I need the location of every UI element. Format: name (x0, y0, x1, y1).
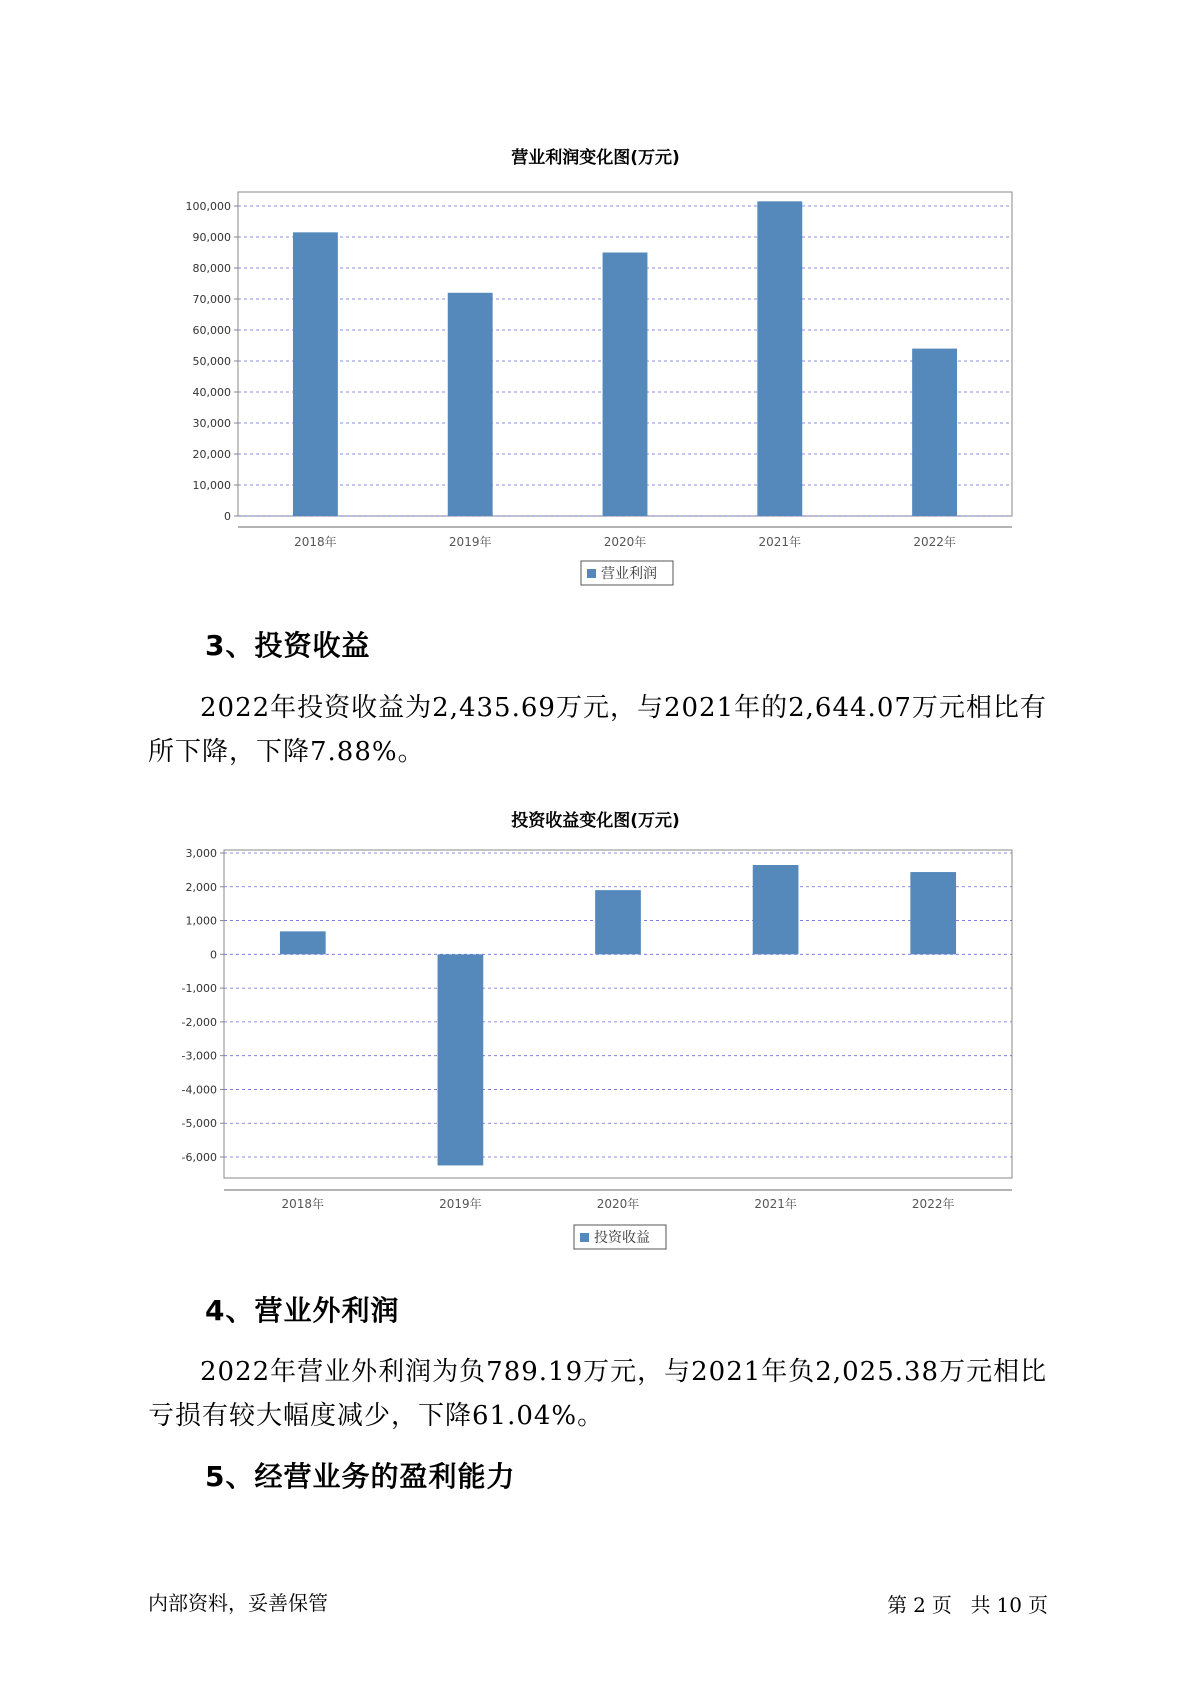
y-tick-label: 30,000 (192, 417, 231, 430)
x-tick-label: 2022年 (911, 1197, 955, 1211)
x-tick-label: 2018年 (294, 535, 337, 549)
y-tick-label: -1,000 (181, 982, 217, 996)
x-tick-label: 2021年 (758, 535, 802, 549)
total-prefix: 共 (970, 1593, 991, 1617)
x-tick-label: 2019年 (448, 535, 492, 549)
y-tick-label: 50,000 (192, 355, 231, 368)
paragraph-investment-income: 2022年投资收益为2,435.69万元，与2021年的2,644.07万元相比有所下降，下降7.88%。 (148, 693, 1047, 767)
y-tick-label: 0 (210, 948, 217, 962)
bar-2018年 (280, 931, 326, 954)
y-tick-label: 90,000 (192, 231, 231, 244)
section-heading-profitability: 5、经营业务的盈利能力 (205, 1460, 516, 1493)
footer-confidential-note: 内部资料，妥善保管 (148, 1591, 328, 1615)
legend-swatch (580, 1233, 589, 1242)
y-tick-label: 40,000 (192, 386, 231, 399)
y-tick-label: 10,000 (192, 479, 231, 492)
y-tick-label: 0 (224, 510, 231, 523)
section-heading-investment-income: 3、投资收益 (205, 629, 371, 662)
y-tick-label: 20,000 (192, 448, 231, 461)
x-tick-label: 2020年 (603, 535, 647, 549)
page-unit: 页 (931, 1593, 952, 1617)
y-tick-label: 80,000 (192, 262, 231, 275)
bar-2022年 (910, 872, 956, 954)
x-tick-label: 2019年 (439, 1197, 482, 1211)
y-tick-label: 70,000 (192, 293, 231, 306)
y-tick-label: 60,000 (192, 324, 231, 337)
bar-2019年 (438, 954, 484, 1165)
x-tick-label: 2022年 (913, 535, 956, 549)
bar-2021年 (753, 865, 799, 954)
y-tick-label: -3,000 (181, 1049, 217, 1063)
footer-page-info (884, 1589, 1051, 1618)
y-tick-label: -2,000 (181, 1015, 217, 1029)
x-tick-label: 2018年 (281, 1197, 325, 1211)
y-tick-label: -5,000 (181, 1117, 217, 1131)
y-tick-label: 2,000 (185, 880, 217, 894)
legend-label: 营业利润 (601, 566, 657, 582)
bar-2020年 (595, 890, 641, 954)
page-prefix: 第 (887, 1593, 908, 1617)
x-tick-label: 2021年 (754, 1197, 797, 1211)
x-tick-label: 2020年 (596, 1197, 640, 1211)
y-tick-label: 1,000 (185, 914, 217, 928)
total-unit: 页 (1028, 1593, 1048, 1617)
y-tick-label: -6,000 (181, 1151, 217, 1164)
page-number: 2 (913, 1593, 926, 1617)
section-heading-non-operating-profit: 4、营业外利润 (205, 1294, 400, 1327)
paragraph-non-operating-profit: 2022年营业外利润为负789.19万元，与2021年负2,025.38万元相比亏损有较大幅度减少，下降61.04%。 (148, 1357, 1048, 1431)
y-tick-label: 100,000 (185, 200, 231, 213)
y-tick-label: -4,000 (181, 1083, 217, 1097)
y-tick-label: 3,000 (185, 847, 217, 860)
chart-title-investment-income: 投资收益变化图(万元) (511, 811, 680, 831)
chart-title-operating-profit: 营业利润变化图(万元) (511, 148, 680, 168)
legend-label: 投资收益 (594, 1230, 650, 1246)
total-pages: 10 (996, 1593, 1022, 1617)
